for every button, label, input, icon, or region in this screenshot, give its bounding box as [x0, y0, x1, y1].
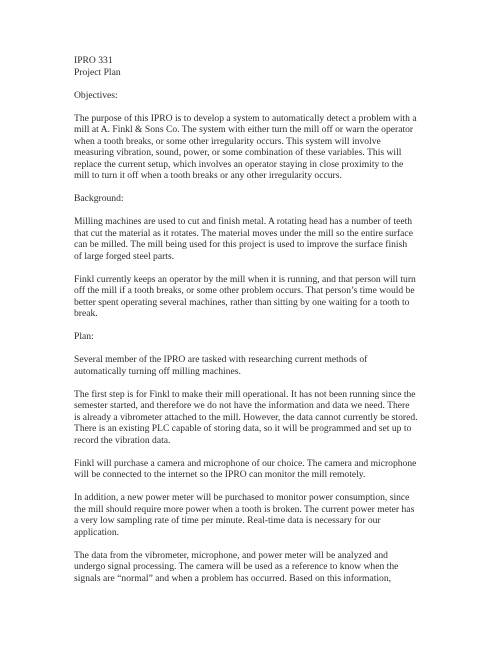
document-page — [74, 55, 434, 596]
objectives-paragraph — [74, 113, 434, 182]
plan-paragraph-4 — [74, 492, 434, 538]
background-paragraph-1 — [74, 216, 434, 262]
plan-paragraph-2 — [74, 389, 434, 447]
text-line: measuring vibration, sound, power, or some combination of these variables. This will — [74, 147, 402, 158]
text-line: semester started, and therefore we do not have the information and data we need. There — [74, 400, 410, 411]
text-line: better spent operating several machines, rather than sitting by one waiting for a tooth to — [74, 296, 410, 308]
plan-paragraph-3 — [74, 458, 434, 481]
background-heading-text: Background: — [74, 193, 124, 204]
objectives-heading-text: Objectives: — [74, 89, 118, 101]
background-paragraph-2 — [74, 274, 434, 320]
text-line: mill at A. Finkl & Sons Co. The system with either turn the mill off or warn the operator — [74, 124, 414, 135]
text-line: There is an existing PLC capable of storing data, so it will be programmed and set up to — [74, 423, 412, 434]
document-title: Project Plan — [74, 66, 121, 78]
objectives-heading — [74, 90, 434, 102]
text-line: mill to turn it off when a tooth breaks or any other irregularity occurs. — [74, 170, 342, 181]
text-line: of large forged steel parts. — [74, 250, 175, 262]
text-line: The purpose of this IPRO is to develop a system to automatically detect a problem with a — [74, 112, 417, 124]
text-line: The data from the vibrometer, microphone, and power meter will be analyzed and — [74, 549, 388, 561]
text-line: can be milled. The mill being used for this project is used to improve the surface finish — [74, 239, 408, 250]
text-line: signals are “normal” and when a problem has occurred. Based on this information, — [74, 572, 392, 584]
plan-heading — [74, 331, 434, 343]
text-line: The first step is for Finkl to make their mill operational. It has not been running since the — [74, 388, 416, 400]
text-line: record the vibration data. — [74, 434, 171, 446]
text-line: Finkl currently keeps an operator by the mill when it is running, and that person will turn — [74, 273, 416, 285]
plan-heading-text: Plan: — [74, 331, 94, 342]
plan-paragraph-1 — [74, 354, 434, 377]
text-line: In addition, a new power meter will be purchased to monitor power consumption, since — [74, 492, 410, 503]
course-title: IPRO 331 — [74, 55, 113, 66]
text-line: application. — [74, 526, 120, 538]
text-line: will be connected to the internet so the IPRO can monitor the mill remotely. — [74, 469, 366, 480]
plan-paragraph-5 — [74, 550, 434, 585]
background-heading — [74, 193, 434, 205]
text-line: undergo signal processing. The camera will be used as a reference to know when the — [74, 561, 399, 572]
text-line: Several member of the IPRO are tasked with researching current methods of — [74, 354, 368, 365]
text-line: is already a vibrometer attached to the mill. However, the data cannot currently be stored. — [74, 411, 418, 423]
text-line: Milling machines are used to cut and finish metal. A rotating head has a number of teeth — [74, 216, 413, 227]
text-line: break. — [74, 308, 98, 319]
text-line: Finkl will purchase a camera and microphone of our choice. The camera and microphone — [74, 457, 417, 469]
text-line: when a tooth breaks, or some other irregularity occurs. This system will involve — [74, 135, 381, 147]
text-line: automatically turning off milling machines. — [74, 365, 241, 377]
text-line: replace the current setup, which involves an operator staying in close proximity to the — [74, 158, 404, 170]
text-line: off the mill if a tooth breaks, or some other problem occurs. That person’s time would be — [74, 285, 415, 296]
text-line: the mill should require more power when a tooth is broken. The current power meter has — [74, 503, 415, 515]
text-line: that cut the material as it rotates. The material moves under the mill so the entire surface — [74, 227, 413, 239]
document-header — [74, 55, 434, 78]
text-line: a very low sampling rate of time per minute. Real-time data is necessary for our — [74, 515, 381, 526]
